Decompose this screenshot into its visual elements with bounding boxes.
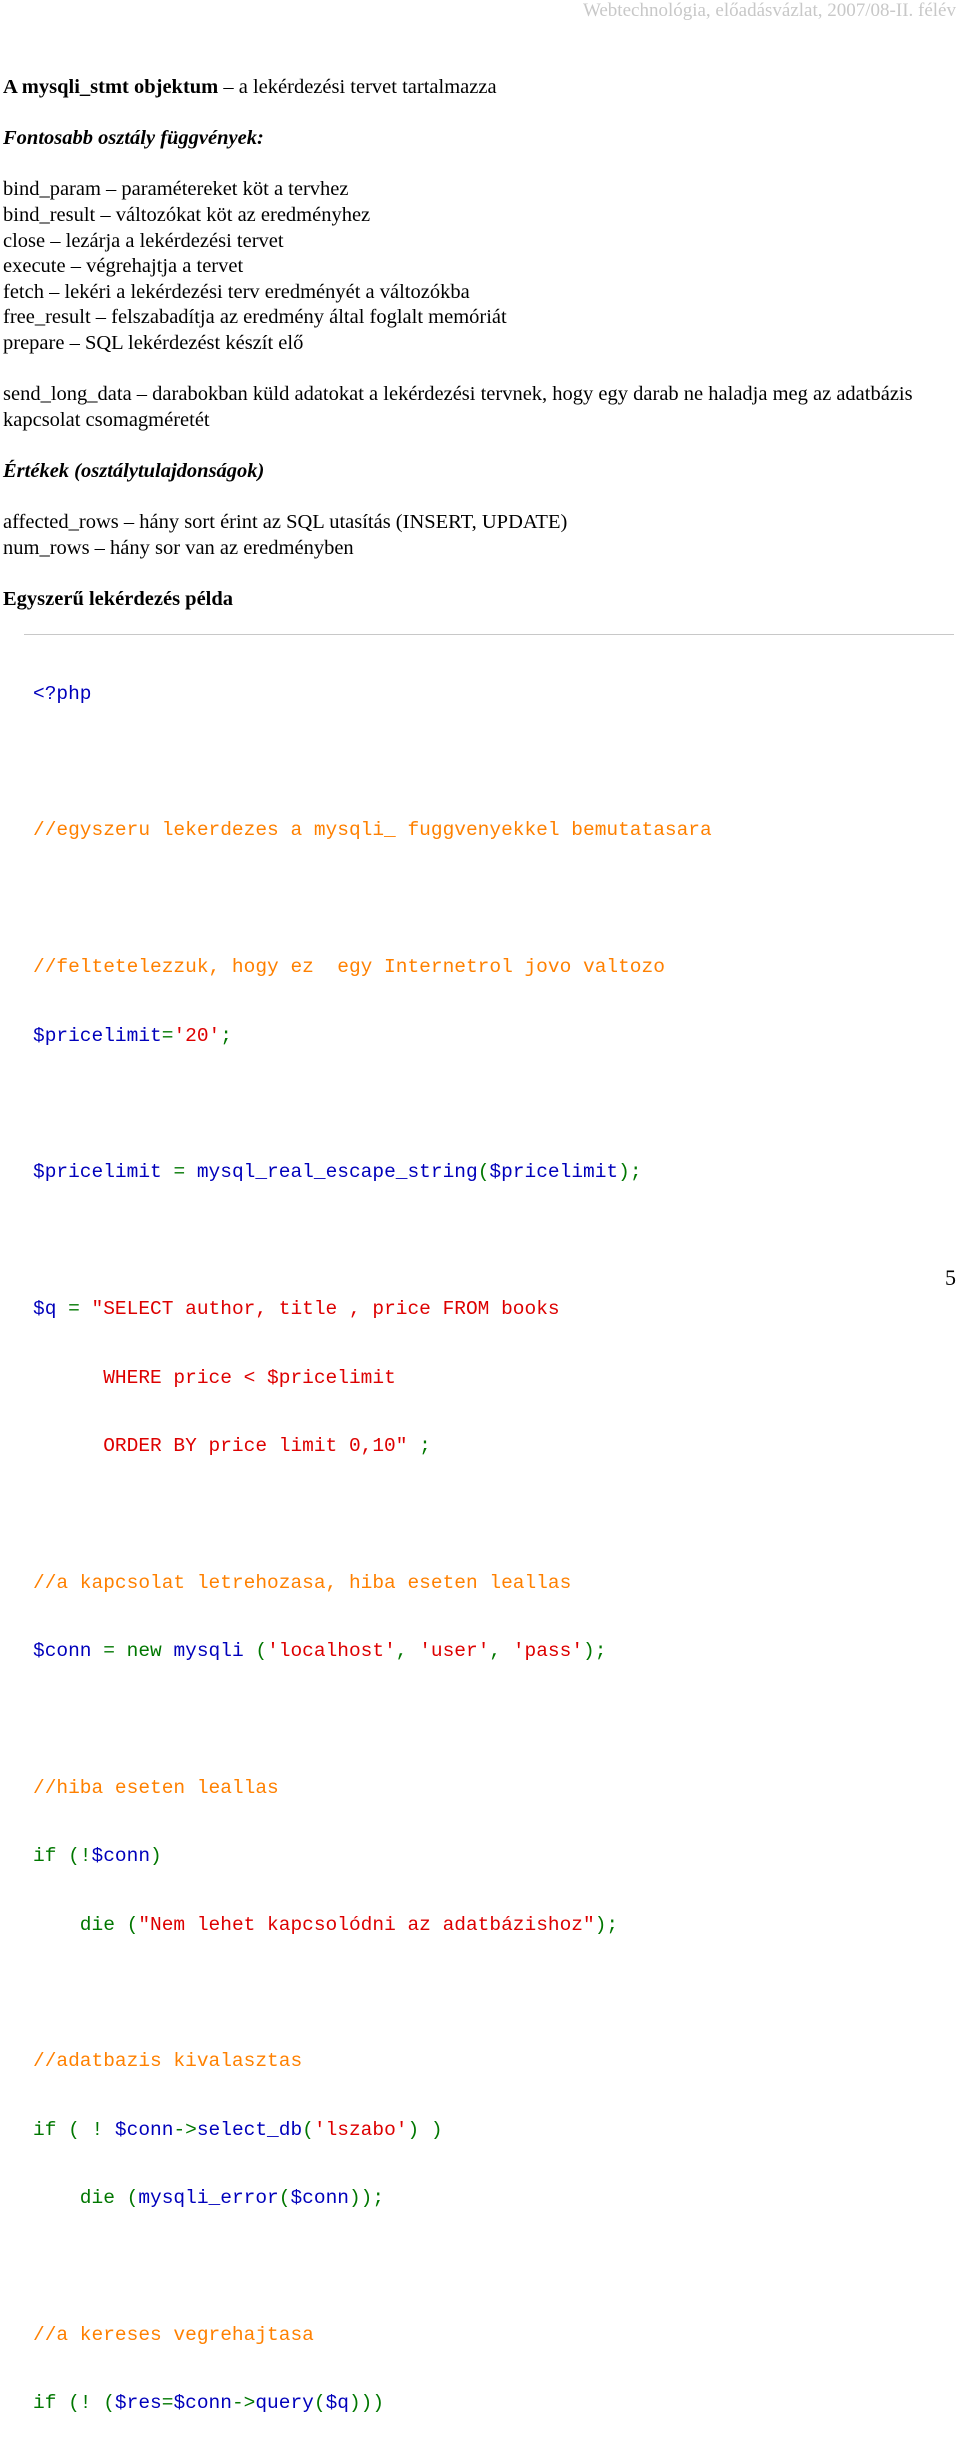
code-token: mysqli (173, 1640, 256, 1663)
code-token: ( (313, 2392, 326, 2415)
code-token: $q (325, 2392, 349, 2415)
code-line (33, 1435, 948, 1458)
code-line (33, 1914, 948, 1937)
code-token: $res (114, 2392, 162, 2415)
code-line (33, 2119, 948, 2142)
section-title-bold: A mysqli_stmt objektum (3, 76, 219, 98)
running-header: Webtechnológia, előadásvázlat, 2007/08-II. félév (582, 0, 956, 21)
code-token: -> (173, 2118, 197, 2141)
code-comment: //a kapcsolat letrehozasa, hiba eseten leallas (33, 1571, 572, 1594)
code-token: $conn (290, 2187, 349, 2210)
code-token: ORDER BY price limit 0,10" (33, 1434, 408, 1457)
code-token: ) ) (407, 2118, 443, 2141)
code-line (33, 1367, 948, 1390)
code-comment: //feltetelezzuk, hogy ez egy Internetrol jovo valtozo (33, 956, 665, 979)
code-token: if (! (33, 1845, 92, 1868)
code-token: ( (477, 1161, 490, 1184)
code-token: = (173, 1161, 197, 1184)
code-line (33, 1025, 948, 1048)
list-item: affected_rows – hány sort érint az SQL utasítás (INSERT, UPDATE) (3, 511, 568, 534)
code-line (33, 1640, 948, 1663)
code-token: "SELECT author, title , price FROM books (91, 1298, 560, 1321)
code-token: if ( ! (33, 2118, 115, 2141)
properties-heading: Értékek (osztálytulajdonságok) (3, 459, 265, 482)
code-token: "Nem lehet kapcsolódni az adatbázishoz" (138, 1913, 595, 1936)
code-token: ))) (348, 2392, 385, 2415)
code-token: $conn (173, 2392, 232, 2415)
code-token: ); (618, 1161, 642, 1184)
code-token: ); (583, 1640, 607, 1663)
code-token: , (395, 1640, 420, 1663)
code-token: $pricelimit (33, 1161, 174, 1184)
code-token: if (! ( (33, 2392, 115, 2415)
code-line (33, 1298, 948, 1321)
code-token: -> (231, 2392, 256, 2415)
code-comment: //egyszeru lekerdezes a mysqli_ fuggvenyekkel bemutatasara (33, 819, 712, 842)
section-title-rest: – a lekérdezési tervet tartalmazza (218, 76, 497, 98)
list-item: fetch – lekéri a lekérdezési terv eredményét a változókba (3, 280, 470, 303)
code-token: die (33, 2187, 127, 2210)
list-item: bind_param – paramétereket köt a tervhez (3, 178, 349, 201)
code-token: ( (126, 2187, 139, 2210)
document-body (3, 75, 948, 612)
code-token: mysqli_error (138, 2187, 279, 2210)
code-line (33, 1845, 948, 1868)
list-item: num_rows – hány sor van az eredményben (3, 536, 354, 559)
code-token: = (68, 1298, 92, 1321)
code-block (33, 637, 948, 2438)
code-line (33, 2187, 948, 2210)
code-token: 'lszabo' (313, 2118, 408, 2141)
code-line: <?php (33, 682, 92, 705)
code-comment: //a kereses vegrehajtasa (33, 2323, 314, 2346)
code-token: )); (348, 2187, 385, 2210)
send-long-data-item: send_long_data – darabokban küld adatokat a lekérdezési tervnek, hogy egy darab ne haladja meg az adatbázis kapcsolat csomagméretét (3, 383, 913, 431)
code-token: = (161, 1024, 174, 1047)
example-heading: Egyszerű lekérdezés példa (3, 587, 234, 610)
list-item: free_result – felszabadítja az eredmény által foglalt memóriát (3, 306, 507, 329)
code-token: query (255, 2392, 314, 2415)
code-divider (24, 634, 954, 635)
list-item: close – lezárja a lekérdezési tervet (3, 229, 284, 252)
list-item: prepare – SQL lekérdezést készít elő (3, 331, 304, 354)
code-token: $q (33, 1298, 69, 1321)
list-item: execute – végrehajtja a tervet (3, 255, 244, 278)
code-line (33, 2392, 948, 2415)
functions-list (3, 177, 948, 356)
code-token: WHERE price < (33, 1366, 268, 1389)
code-token: '20' (173, 1024, 221, 1047)
code-token: ( (278, 2187, 291, 2210)
code-token: $conn (91, 1845, 151, 1868)
code-token: ( (255, 1640, 268, 1663)
code-token: = (161, 2392, 174, 2415)
code-token: 'localhost' (267, 1640, 396, 1663)
page-number: 5 (945, 1265, 956, 1290)
code-token: die ( (33, 1913, 139, 1936)
functions-heading: Fontosabb osztály függvények: (3, 127, 264, 150)
code-comment: //hiba eseten leallas (33, 1776, 279, 1799)
code-token: $conn (114, 2118, 174, 2141)
code-token: ; (220, 1024, 232, 1047)
section-title (3, 75, 948, 101)
code-comment: //adatbazis kivalasztas (33, 2050, 303, 2073)
code-token: , (489, 1640, 513, 1663)
code-token: ( (302, 2118, 314, 2141)
code-token: ); (594, 1913, 619, 1936)
code-token: $pricelimit (489, 1161, 619, 1184)
code-line (33, 1161, 948, 1184)
code-token: 'user' (419, 1640, 490, 1663)
code-token: $conn (33, 1640, 104, 1663)
code-token: 'pass' (512, 1640, 584, 1663)
code-token: = new (103, 1640, 174, 1663)
code-token: ) (150, 1845, 162, 1868)
code-token: $pricelimit (33, 1024, 162, 1047)
code-token: ; (407, 1434, 431, 1457)
code-token: select_db (196, 2118, 303, 2141)
properties-list (3, 510, 948, 561)
code-token: mysql_real_escape_string (196, 1161, 478, 1184)
list-item: bind_result – változókat köt az eredményhez (3, 203, 371, 226)
code-token: $pricelimit (267, 1366, 396, 1389)
